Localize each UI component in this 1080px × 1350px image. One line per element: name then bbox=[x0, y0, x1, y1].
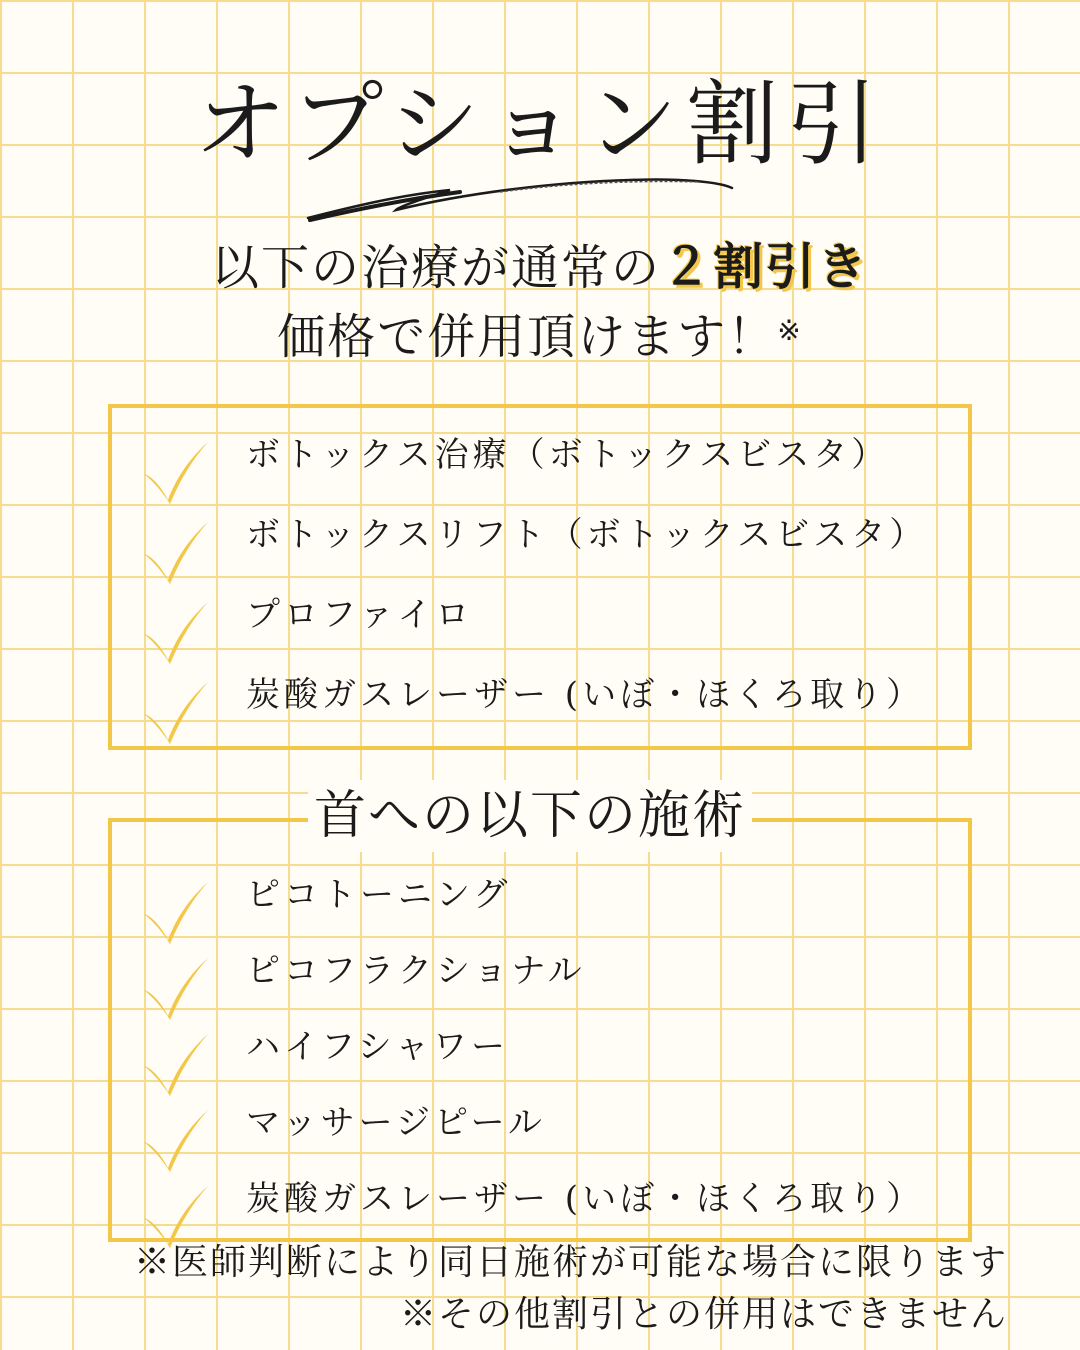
swoosh-decoration bbox=[300, 170, 740, 230]
check-icon bbox=[140, 878, 212, 948]
check-icon bbox=[140, 1030, 212, 1100]
lead-line-2-text: 価格で併用頂けます！ bbox=[277, 309, 778, 365]
section1-item bbox=[140, 434, 940, 510]
section2-item bbox=[140, 950, 940, 1026]
check-icon bbox=[140, 678, 212, 748]
check-icon bbox=[140, 438, 212, 508]
discount-highlight: ２割引き bbox=[661, 238, 869, 296]
section1-item bbox=[140, 514, 940, 590]
check-icon bbox=[140, 1106, 212, 1176]
section2-item-label: 炭酸ガスレーザー (いぼ・ほくろ取り） bbox=[246, 1179, 925, 1219]
check-icon bbox=[140, 598, 212, 668]
page-title: オプション割引 bbox=[194, 71, 886, 178]
lead-line-1 bbox=[0, 232, 1080, 303]
section2-item bbox=[140, 1102, 940, 1178]
section1-item bbox=[140, 674, 940, 750]
footnote-mark: ※ bbox=[777, 314, 803, 347]
section2-item bbox=[140, 874, 940, 950]
section2-item bbox=[140, 1026, 940, 1102]
section1-item bbox=[140, 594, 940, 670]
note-2: ※その他割引との併用はできません bbox=[399, 1294, 1008, 1335]
section2-item-label: マッサージピール bbox=[246, 1103, 546, 1143]
section2-item-label: ハイフシャワー bbox=[246, 1027, 509, 1067]
lead-line-2 bbox=[0, 302, 1080, 372]
check-icon bbox=[140, 954, 212, 1024]
note-1: ※医師判断により同日施術が可能な場合に限ります bbox=[133, 1242, 1008, 1283]
lead-prefix: 以下の治療が通常の bbox=[210, 240, 661, 296]
section1-item-label: ボトックス治療（ボトックスビスタ） bbox=[246, 435, 890, 475]
section2-item-label: ピコトーニング bbox=[246, 875, 512, 915]
section2-item-label: ピコフラクショナル bbox=[246, 951, 586, 991]
section2-title: 首への以下の施術 bbox=[308, 780, 752, 852]
section1-item-label: プロファイロ bbox=[246, 595, 474, 635]
section1-item-label: ボトックスリフト（ボトックスビスタ） bbox=[246, 515, 928, 555]
check-icon bbox=[140, 518, 212, 588]
section1-item-label: 炭酸ガスレーザー (いぼ・ほくろ取り） bbox=[246, 675, 925, 715]
